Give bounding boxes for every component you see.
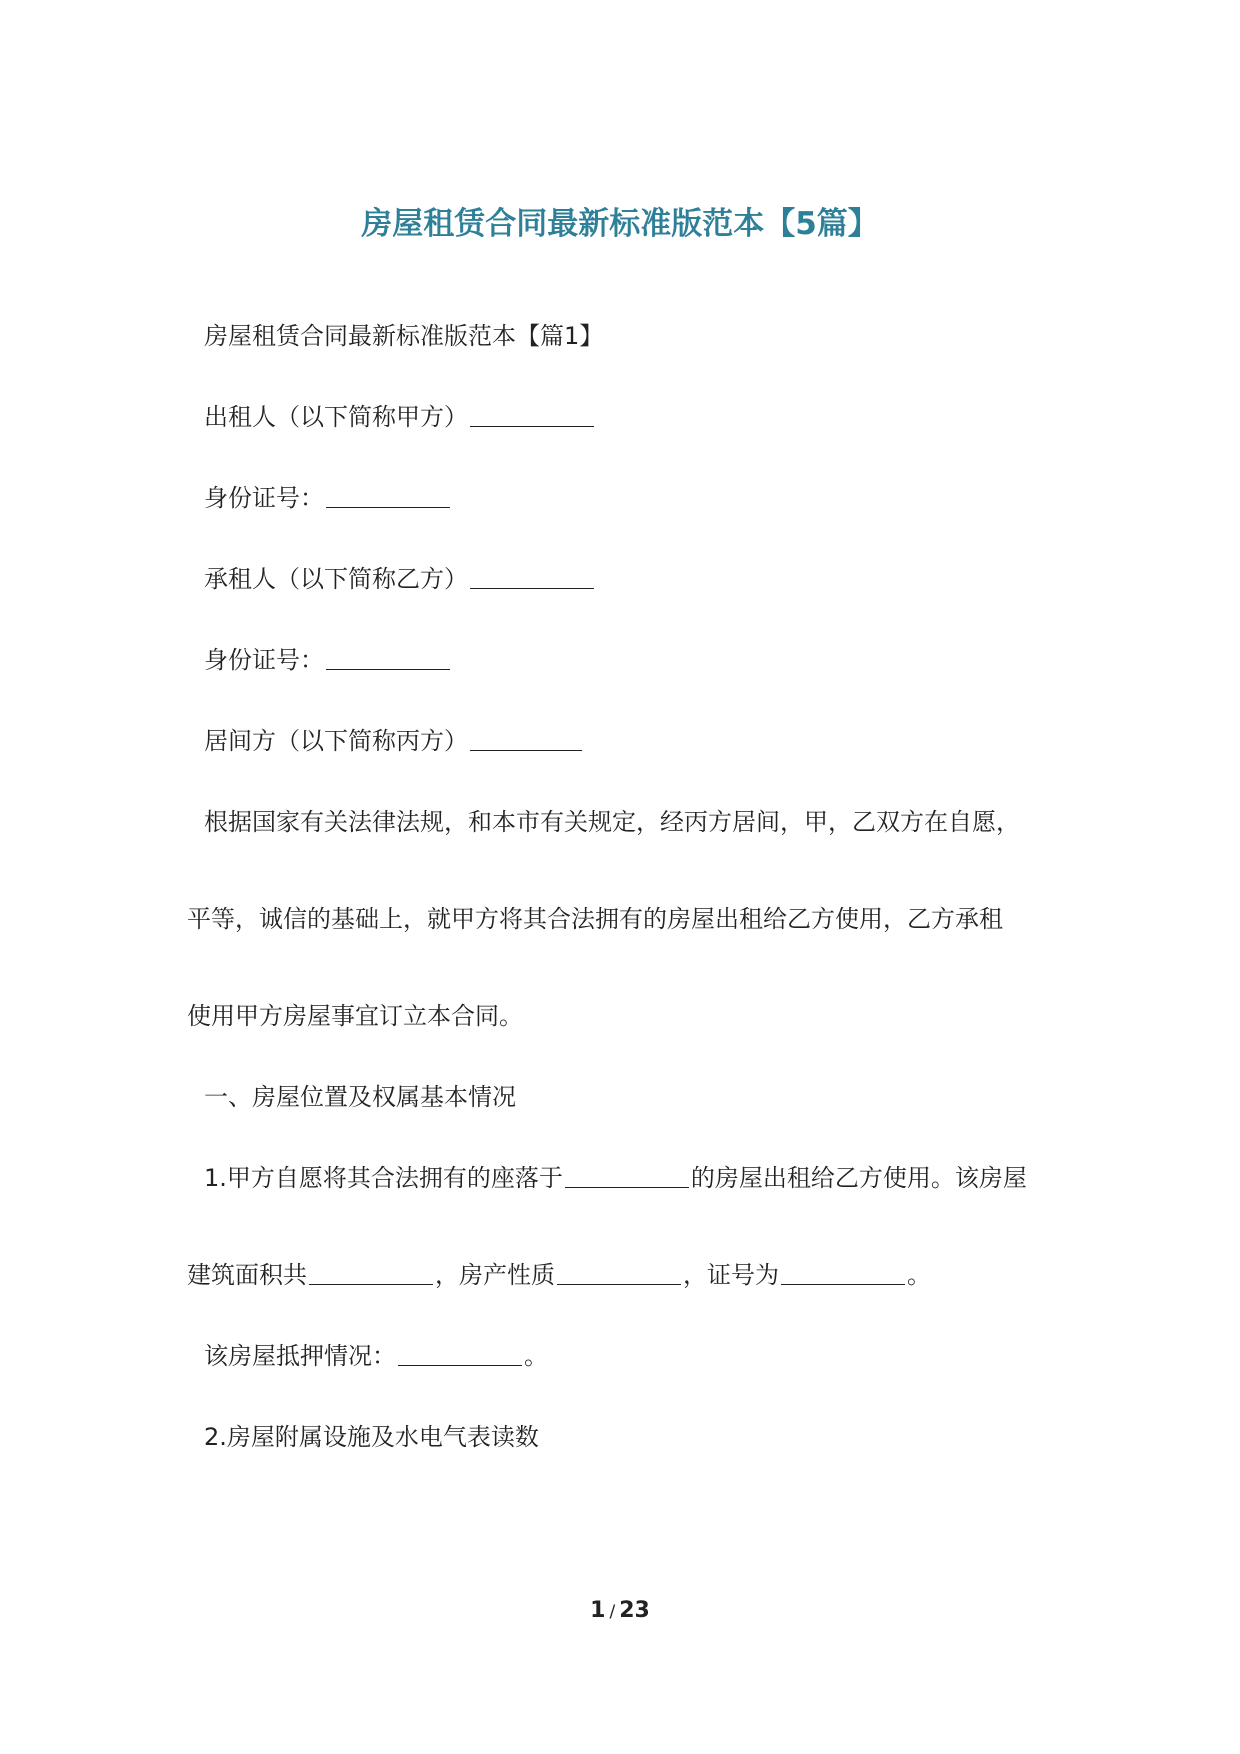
current-page: 1 [590,1598,606,1623]
section-heading-1: 一、房屋位置及权属基本情况 [204,1083,516,1111]
mortgage-end: 。 [524,1342,548,1370]
lessor-id-label: 身份证号： [204,484,324,512]
property-type-blank [557,1260,681,1285]
location-blank [565,1163,689,1188]
intermediary-blank [470,726,582,751]
mortgage-label: 该房屋抵押情况： [204,1342,396,1370]
area-label: 建筑面积共 [187,1261,307,1289]
certificate-blank [781,1260,905,1285]
lessor-blank [470,402,594,427]
lessee-blank [470,564,594,589]
lessor-label: 出租人（以下简称甲方） [204,403,468,431]
document-title: 房屋租赁合同最新标准版范本【5篇】 [361,206,879,242]
intermediary-line [204,726,584,756]
lessee-id-label: 身份证号： [204,646,324,674]
certificate-label: ，证号为 [683,1261,779,1289]
clause-2: 2.房屋附属设施及水电气表读数 [204,1423,539,1451]
lessee-id-line [204,645,452,675]
area-blank [309,1260,433,1285]
lessee-line [204,564,596,594]
mortgage-line [204,1341,548,1371]
page-separator: / [609,1602,616,1622]
lessor-id-blank [326,483,450,508]
lessor-id-line [204,483,452,513]
lessee-id-blank [326,645,450,670]
clause-1-text-a: 1.甲方自愿将其合法拥有的座落于 [204,1164,563,1192]
intro-paragraph-line-1: 根据国家有关法律法规，和本市有关规定，经丙方居间，甲，乙双方在自愿， [204,808,1020,836]
clause-1-text-b: 的房屋出租给乙方使用。该房屋 [690,1164,1027,1192]
intermediary-label: 居间方（以下简称丙方） [204,727,468,755]
property-type-label: ，房产性质 [435,1261,555,1289]
total-pages: 23 [619,1598,650,1623]
intro-paragraph-line-2: 平等，诚信的基础上，就甲方将其合法拥有的房屋出租给乙方使用，乙方承租 [187,905,1003,933]
clause-1-line-2 [187,1260,931,1290]
intro-paragraph-line-3: 使用甲方房屋事宜订立本合同。 [187,1002,523,1030]
subtitle: 房屋租赁合同最新标准版范本【篇1】 [204,322,604,350]
page-number [0,1598,1240,1623]
clause-1-end: 。 [907,1261,931,1289]
lessee-label: 承租人（以下简称乙方） [204,565,468,593]
clause-1-line-1 [204,1163,1027,1193]
lessor-line [204,402,596,432]
mortgage-blank [398,1341,522,1366]
